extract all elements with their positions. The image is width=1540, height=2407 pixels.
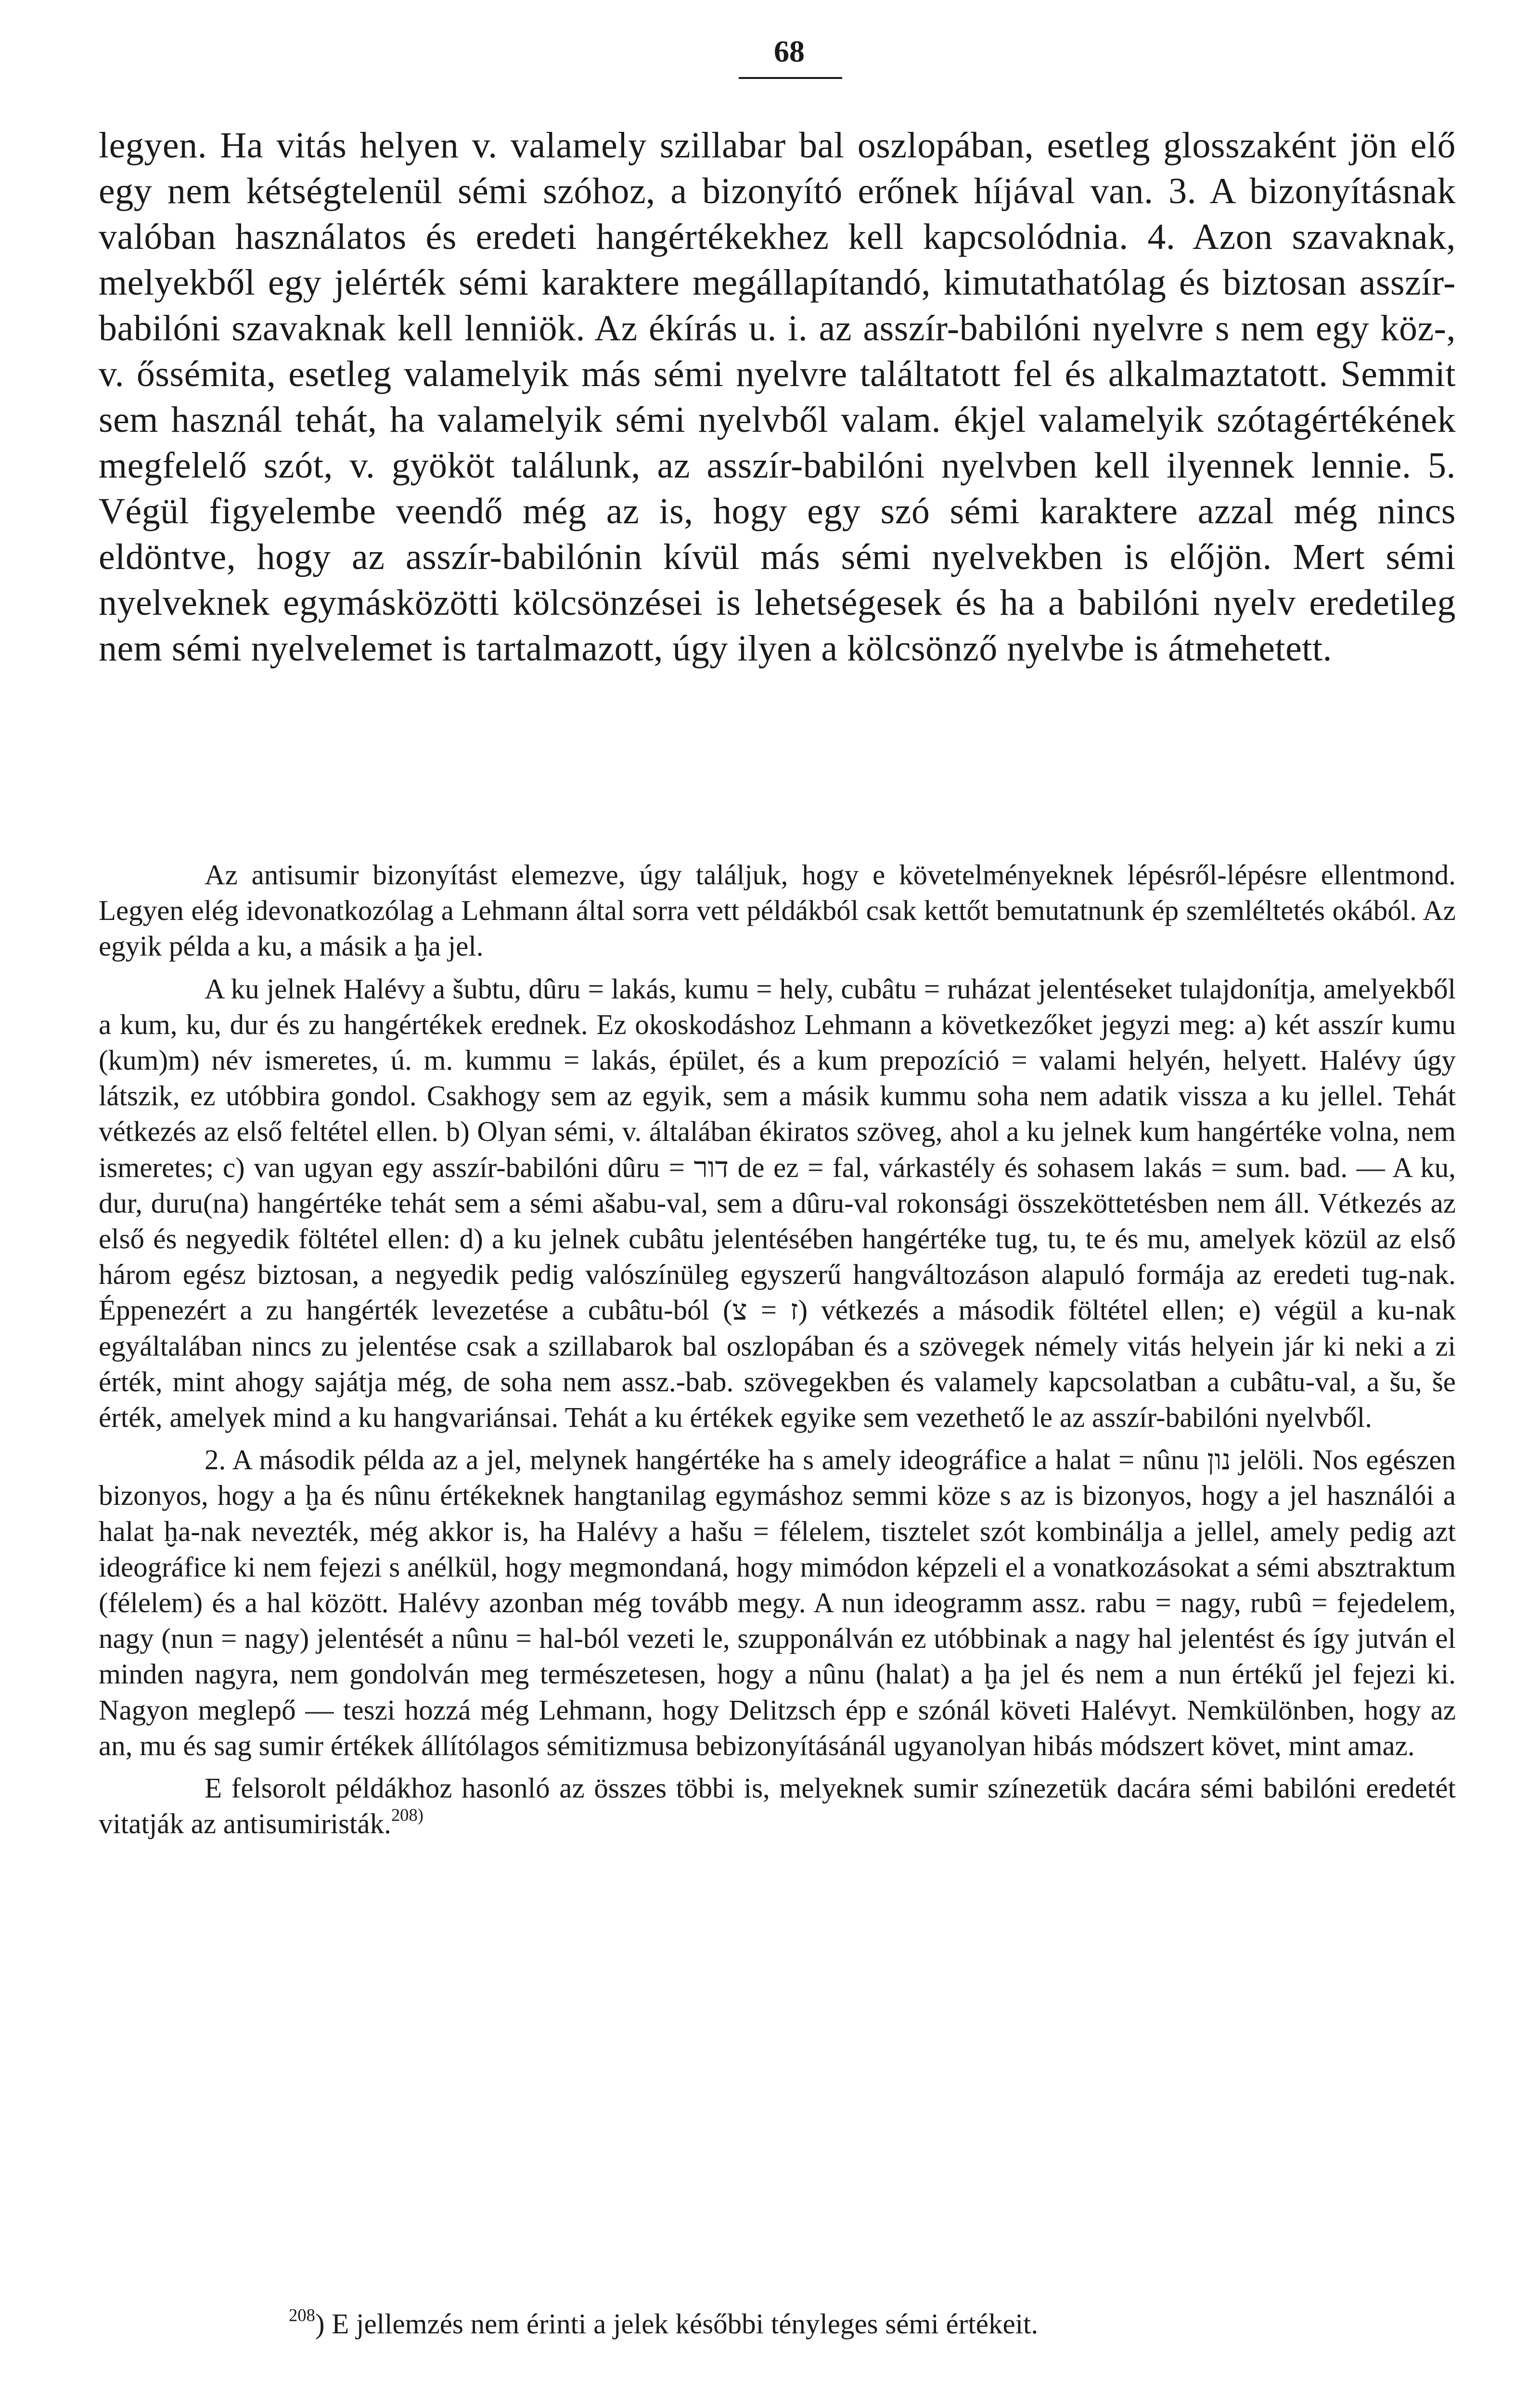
main-paragraph: legyen. Ha vitás helyen v. valamely szillabar bal oszlopában, esetleg glosszaként jön elő egy nem kétségtelenül sémi szóhoz, a bizonyító erőnek híjával van. 3. A bizonyításnak valóban használatos és eredeti hangértékekhez kell kapcsolódnia. 4. Azon szavaknak, melyekből egy jelérték sémi karaktere megállapítandó, kimutathatólag és biztosan asszír-babilóni szavaknak kell lenniök. Az ékírás u. i. az asszír-babilóni nyelvre s nem egy köz-, v. őssémita, esetleg valamelyik más sémi nyelvre találtatott fel és alkalmaztatott. Semmit sem használ tehát, ha valamelyik sémi nyelvből valam. ékjel valamelyik szótagértékének megfelelő szót, v. gyököt találunk, az asszír-babilóni nyelvben kell ilyennek lennie. 5. Végül figyelembe veendő még az is, hogy egy szó sémi karaktere azzal még nincs eldöntve, hogy az asszír-babilónin kívül más sémi nyelvekben is előjön. Mert sémi nyelveknek egymásközötti kölcsönzései is lehetségesek és ha a babilóni nyelv eredetileg nem sémi nyelvelemet is tartalmazott, úgy ilyen a kölcsönző nyelvbe is átmehetett.: [99, 125, 1456, 669]
small-paragraph-2: A ku jelnek Halévy a šubtu, dûru = lakás, kumu = hely, cubâtu = ruházat jelentéseket tulajdonítja, amelyekből a kum, ku, dur és zu hangértékek erednek. Ez okoskodáshoz Lehmann a következőket jegyzi meg: a) két asszír kumu (kum)m) név ismeretes, ú. m. kummu = lakás, épület, és a kum prepozíció = valami helyén, helyett. Halévy úgy látszik, ez utóbbira gondol. Csakhogy sem az egyik, sem a másik kummu soha nem adatik vissza a ku jellel. Tehát vétkezés az első feltétel ellen. b) Olyan sémi, v. általában ékiratos szöveg, ahol a ku jelnek kum hangértéke volna, nem ismeretes; c) van ugyan egy asszír-babilóni dûru = דור de ez = fal, várkastély és sohasem lakás = sum. bad. — A ku, dur, duru(na) hangértéke tehát sem a sémi ašabu-val, sem a dûru-val rokonsági összeköttetésben nem áll. Vétkezés az első és negyedik föltétel ellen: d) a ku jelnek cubâtu jelentésében hangértéke tug, tu, te és mu, amelyek közül az első három egész biztosan, a negyedik pedig valószínüleg egyszerű hangváltozáson alapuló formája az eredeti tug-nak. Éppenezért a zu hangérték levezetése a cubâtu-ból (ז = צ) vétkezés a második föltétel ellen; e) végül a ku-nak egyáltalában nincs zu jelentése csak a szillabarok bal oszlopában és a szövegek némely vitás helyein jár ki neki a zi érték, mint ahogy sajátja még, de soha nem assz.-bab. szövegekben és valamely kapcsolatban a cubâtu-val, a šu, še érték, amelyek mind a ku hangvariánsai. Tehát a ku értékek egyike sem vezethető le az asszír-babilóni nyelvből.: [99, 972, 1456, 1434]
footnote-reference: 208): [391, 1805, 424, 1825]
footnote: [289, 2306, 1444, 2342]
small-paragraph-4: [99, 1770, 1456, 1841]
page-number: 68: [774, 34, 805, 68]
small-paragraph-1: Az antisumir bizonyítást elemezve, úgy találjuk, hogy e követelményeknek lépésről-lépésre ellentmond. Legyen elég idevonatkozólag a Lehmann által sorra vett példákból csak kettőt bemutatnunk ép szemléltetés okából. Az egyik példa a ku, a másik a ḫa jel.: [99, 859, 1456, 962]
small-print-section: [99, 857, 1456, 1841]
small-paragraph-4-text: E felsorolt példákhoz hasonló az összes többi is, melyeknek sumir színezetük dacára sémi babilóni eredetét vitatják az antisumiristák.: [99, 1772, 1456, 1840]
page-number-rule: [739, 77, 842, 79]
footnote-text: ) E jellemzés nem érinti a jelek későbbi tényleges sémi értékeit.: [315, 2308, 1039, 2340]
footnote-marker: 208: [289, 2305, 315, 2325]
small-paragraph-3: 2. A második példa az a jel, melynek hangértéke ha s amely ideográfice a halat = nûnu נון jelöli. Nos egészen bizonyos, hogy a ḫa és nûnu értékeknek hangtanilag egymáshoz semmi köze s az is bizonyos, hogy a jel használói a halat ḫa-nak nevezték, még akkor is, ha Halévy a hašu = félelem, tisztelet szót kombinálja a jellel, amely pedig azt ideográfice ki nem fejezi s anélkül, hogy megmondaná, hogy mimódon képzeli el a vonatkozásokat a sémi absztraktum (félelem) és a hal között. Halévy azonban még tovább megy. A nun ideogramm assz. rabu = nagy, rubû = fejedelem, nagy (nun = nagy) jelentését a nûnu = hal-ból vezeti le, szupponálván ez utóbbinak a nagy hal jelentést és így jutván el minden nagyra, nem gondolván meg természetesen, hogy a nûnu (halat) a ḫa jel és nem a nun értékű jel fejezi ki. Nagyon meglepő — teszi hozzá még Lehmann, hogy Delitzsch épp e szónál követi Halévyt. Nemkülönben, hogy az an, mu és sag sumir értékek állítólagos sémitizmusa bebizonyításánál ugyanolyan hibás módszert követ, mint amaz.: [99, 1444, 1456, 1761]
